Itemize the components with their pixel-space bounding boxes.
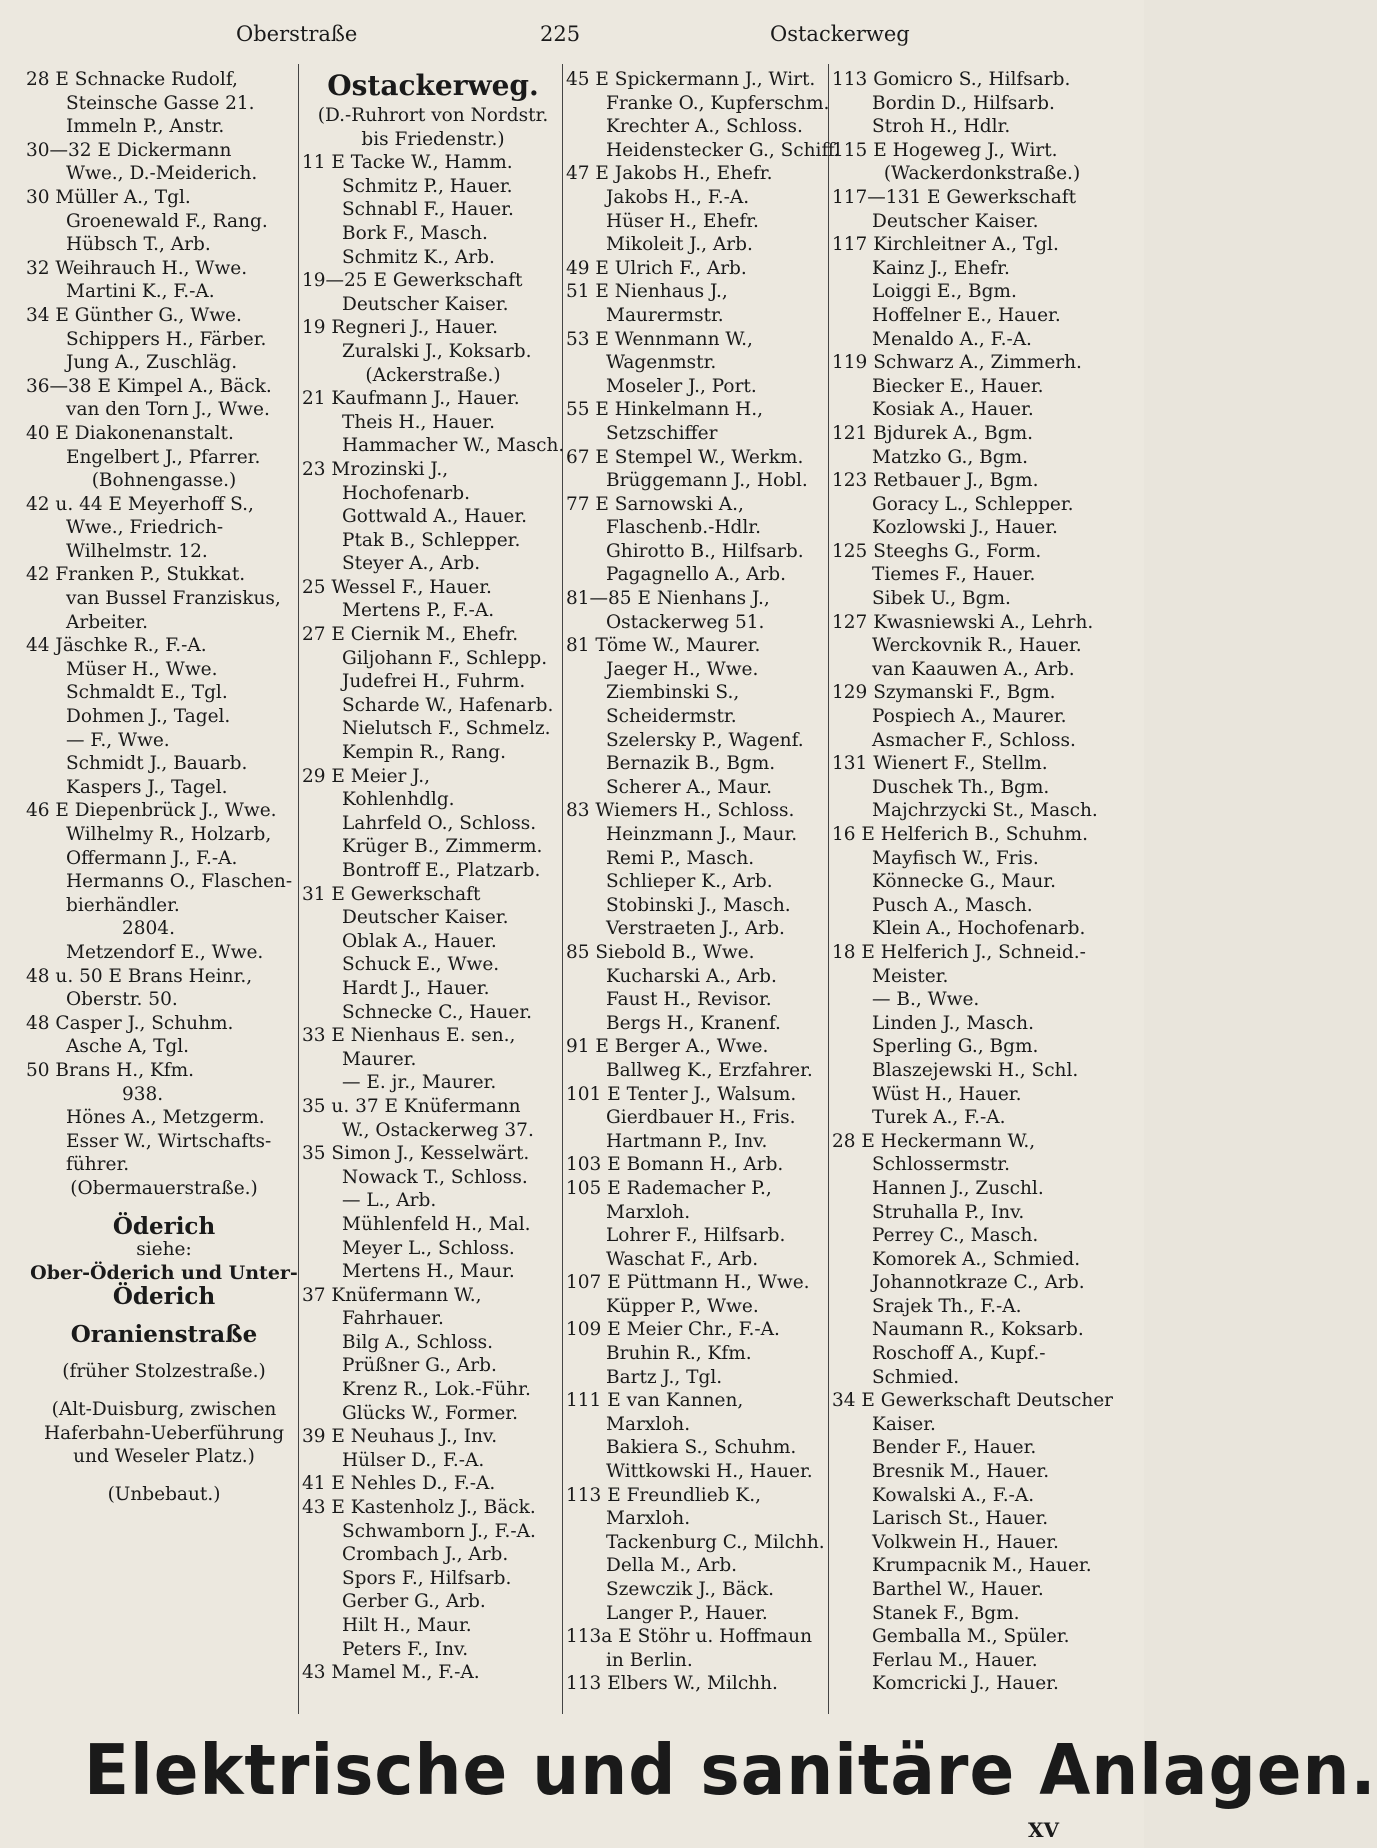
entry-line: 117 Kirchleitner A., Tgl. <box>832 234 1059 256</box>
entry-line: Schuck E., Wwe. <box>342 954 500 976</box>
street-heading: Ostackerweg. <box>327 69 539 102</box>
entry-line: Bartz J., Tgl. <box>606 1366 723 1388</box>
entry-line: Jaeger H., Wwe. <box>606 658 759 680</box>
entry-line: Deutscher Kaiser. <box>342 293 509 315</box>
entry-line: van Kaauwen A., Arb. <box>872 658 1075 680</box>
entry-line: — E. jr., Maurer. <box>342 1072 497 1094</box>
entry-line: bierhändler. <box>66 894 180 916</box>
entry-line: 47 E Jakobs H., Ehefr. <box>566 163 773 185</box>
entry-line: 115 E Hogeweg J., Wirt. <box>832 139 1058 161</box>
entry-line: 121 Bjdurek A., Bgm. <box>832 422 1034 444</box>
entry-line: 16 E Helferich B., Schuhm. <box>832 824 1088 845</box>
entry-line: 18 E Helferich J., Schneid.- <box>832 941 1086 963</box>
entry-line: 119 Schwarz A., Zimmerh. <box>832 352 1082 374</box>
entry-line: 53 E Wennmann W., <box>566 328 753 350</box>
entry-line: Ziembinski S., <box>606 682 740 704</box>
entry-line: Arbeiter. <box>66 611 148 633</box>
entry-line: W., Ostackerweg 37. <box>342 1119 534 1141</box>
entry-line: Turek A., F.-A. <box>872 1107 1006 1129</box>
advertisement-banner: Elektrische und sanitäre Anlagen. <box>84 1730 1377 1811</box>
entry-line: Hilt H., Maur. <box>342 1615 472 1636</box>
entry-line: Biecker E., Hauer. <box>872 375 1044 397</box>
entry-line: Komorek A., Schmied. <box>872 1248 1081 1270</box>
entry-line: Groenewald F., Rang. <box>66 210 268 232</box>
entry-line: 37 Knüfermann W., <box>302 1284 482 1306</box>
entry-line: Glücks W., Former. <box>342 1402 518 1424</box>
entry-line: 107 E Püttmann H., Wwe. <box>566 1272 810 1294</box>
entry-line: 113 E Freundlieb K., <box>566 1484 761 1506</box>
page-number: 225 <box>540 22 581 46</box>
entry-line: Barthel W., Hauer. <box>872 1579 1044 1600</box>
entry-line: 113 Elbers W., Milchh. <box>566 1673 778 1695</box>
entry-line: Loiggi E., Bgm. <box>872 281 1017 303</box>
entry-line: Bresnik M., Hauer. <box>872 1461 1050 1483</box>
entry-line: Immeln P., Anstr. <box>66 116 225 138</box>
entry-line: Judefrei H., Fuhrm. <box>342 671 526 693</box>
entry-line: Pusch A., Masch. <box>872 894 1033 916</box>
entry-line: Goracy L., Schlepper. <box>872 493 1074 515</box>
entry-line: Schnabl F., Hauer. <box>342 199 514 221</box>
entry-line: Spors F., Hilfsarb. <box>342 1567 512 1589</box>
entry-line: Scheidermstr. <box>606 706 737 728</box>
street-note: Ober-Öderich und Unter- <box>30 1261 298 1284</box>
entry-line: Oberstr. 50. <box>66 989 178 1011</box>
entry-line: Majchrzycki St., Masch. <box>872 800 1098 822</box>
entry-line: Bergs H., Kranenf. <box>606 1012 781 1034</box>
entry-line: Wüst H., Hauer. <box>872 1083 1022 1105</box>
entry-line: Hönes A., Metzgerm. <box>66 1107 265 1129</box>
entry-line: 48 u. 50 E Brans Heinr., <box>26 965 253 987</box>
entry-line: 42 u. 44 E Meyerhoff S., <box>26 493 254 515</box>
entry-line: 81—85 E Nienhans J., <box>566 588 770 610</box>
entry-line: Gemballa M., Spüler. <box>872 1626 1070 1648</box>
entry-line: Bender F., Hauer. <box>872 1437 1037 1459</box>
entry-line: Waschat F., Arb. <box>606 1248 759 1270</box>
entry-line: Schmitz P., Hauer. <box>342 175 513 197</box>
entry-line: Nielutsch F., Schmelz. <box>342 718 551 740</box>
entry-line: Stobinski J., Masch. <box>606 894 791 916</box>
street-note: (D.-Ruhrort von Nordstr. <box>317 105 549 126</box>
running-head-left: Oberstraße <box>236 22 358 46</box>
entry-line: Steyer A., Arb. <box>342 553 481 575</box>
entry-line: Stanek F., Bgm. <box>872 1602 1020 1624</box>
entry-line: Bilg A., Schloss. <box>342 1331 494 1353</box>
entry-line: in Berlin. <box>606 1649 693 1671</box>
entry-line: Menaldo A., F.-A. <box>872 328 1032 350</box>
entry-line: — B., Wwe. <box>872 989 980 1011</box>
street-note: (Ackerstraße.) <box>365 364 501 386</box>
entry-line: Szelersky P., Wagenf. <box>606 729 804 751</box>
entry-line: 50 Brans H., Kfm. <box>26 1059 195 1081</box>
entry-line: Martini K., F.-A. <box>66 281 215 303</box>
entry-line: 35 Simon J., Kesselwärt. <box>302 1143 530 1165</box>
entry-line: Marxloh. <box>606 1413 691 1435</box>
entry-line: 40 E Diakonenanstalt. <box>26 422 234 444</box>
street-heading: Öderich <box>112 1212 216 1240</box>
entry-line: Bernazik B., Bgm. <box>606 753 776 775</box>
entry-line: Peters F., Inv. <box>342 1638 469 1660</box>
entry-line: Hardt J., Hauer. <box>342 977 490 999</box>
entry-line: Schlieper K., Arb. <box>606 871 773 893</box>
entry-line: 34 E Günther G., Wwe. <box>26 304 242 326</box>
spacer <box>26 1384 302 1398</box>
entry-line: Schmidt J., Bauarb. <box>66 753 248 775</box>
entry-line: Komcricki J., Hauer. <box>872 1673 1059 1695</box>
entry-line: Jakobs H., F.-A. <box>606 186 750 208</box>
entry-line: Hoffelner E., Hauer. <box>872 304 1061 326</box>
entry-line: Bakiera S., Schuhm. <box>606 1437 797 1459</box>
entry-line: 34 E Gewerkschaft Deutscher <box>832 1390 1114 1412</box>
entry-line: Meyer L., Schloss. <box>342 1237 515 1259</box>
entry-line: 41 E Nehles D., F.-A. <box>302 1473 496 1495</box>
entry-line: Ballweg K., Erzfahrer. <box>606 1059 813 1081</box>
entry-line: 123 Retbauer J., Bgm. <box>832 470 1039 492</box>
entry-line: Hermanns O., Flaschen- <box>66 871 293 893</box>
street-note: (Unbebaut.) <box>107 1483 221 1505</box>
entry-line: 31 E Gewerkschaft <box>302 883 481 905</box>
street-note: (Obermauerstraße.) <box>70 1177 258 1199</box>
entry-line: Volkwein H., Hauer. <box>872 1531 1059 1553</box>
entry-line: Mühlenfeld H., Mal. <box>342 1213 531 1235</box>
entry-line: Hammacher W., Masch. <box>342 435 565 457</box>
column-3 <box>566 68 840 1696</box>
entry-line: Struhalla P., Inv. <box>872 1201 1025 1223</box>
entry-line: 67 E Stempel W., Werkm. <box>566 446 804 468</box>
entry-line: 77 E Sarnowski A., <box>566 493 744 515</box>
entry-line: Deutscher Kaiser. <box>342 907 509 929</box>
entry-line: Maurermstr. <box>606 304 724 326</box>
entry-line: Meister. <box>872 965 949 987</box>
entry-line: Setzschiffer <box>606 422 718 444</box>
entry-line: Asmacher F., Schloss. <box>872 729 1076 751</box>
entry-line: Schmitz K., Arb. <box>342 246 495 268</box>
entry-line: 91 E Berger A., Wwe. <box>566 1036 769 1058</box>
entry-line: 39 E Neuhaus J., Inv. <box>302 1426 498 1448</box>
entry-line: Kucharski A., Arb. <box>606 965 777 987</box>
entry-line: 81 Töme W., Maurer. <box>566 635 761 657</box>
entry-line: 28 E Schnacke Rudolf, <box>26 69 238 90</box>
entry-line: Matzko G., Bgm. <box>872 446 1029 468</box>
entry-line: Ferlau M., Hauer. <box>872 1649 1038 1671</box>
entry-line: Stroh H., Hdlr. <box>872 116 1011 138</box>
entry-line: Jung A., Zuschläg. <box>66 352 238 374</box>
entry-line: 11 E Tacke W., Hamm. <box>302 152 513 174</box>
entry-line: 27 E Ciernik M., Ehefr. <box>302 624 519 646</box>
spacer <box>26 1346 302 1360</box>
entry-line: Brüggemann J., Hobl. <box>606 470 808 492</box>
column-2 <box>302 68 564 1685</box>
street-note: (Alt-Duisburg, zwischen <box>51 1399 277 1421</box>
entry-line: 55 E Hinkelmann H., <box>566 399 764 421</box>
entry-line: 48 Casper J., Schuhm. <box>26 1012 234 1034</box>
entry-line: 83 Wiemers H., Schloss. <box>566 800 795 822</box>
entry-line: Mertens H., Maur. <box>342 1261 515 1283</box>
entry-line: Ptak B., Schlepper. <box>342 529 521 551</box>
phone-number: 2804. <box>122 918 175 940</box>
entry-line: Kohlenhdlg. <box>342 789 455 811</box>
entry-line: van den Torn J., Wwe. <box>66 399 270 421</box>
entry-line: Hochofenarb. <box>342 482 470 504</box>
entry-line: Schwamborn J., F.-A. <box>342 1520 536 1542</box>
street-note: siehe: <box>136 1239 192 1261</box>
entry-line: Mayfisch W., Fris. <box>872 847 1039 869</box>
entry-line: 117—131 E Gewerkschaft <box>832 186 1077 208</box>
entry-line: Könnecke G., Maur. <box>872 871 1056 893</box>
entry-line: Tackenburg C., Milchh. <box>606 1531 825 1553</box>
entry-line: Theis H., Hauer. <box>342 411 495 433</box>
entry-line: Linden J., Masch. <box>872 1012 1034 1034</box>
entry-line: Zuralski J., Koksarb. <box>342 340 532 362</box>
entry-line: 21 Kaufmann J., Hauer. <box>302 388 520 410</box>
entry-line: Hülser D., F.-A. <box>342 1449 485 1471</box>
entry-line: Hannen J., Zuschl. <box>872 1177 1044 1199</box>
entry-line: Bontroff E., Platzarb. <box>342 860 541 881</box>
entry-line: 35 u. 37 E Knüfermann <box>302 1095 521 1117</box>
entry-line: 25 Wessel F., Hauer. <box>302 576 492 598</box>
entry-line: 85 Siebold B., Wwe. <box>566 941 755 963</box>
entry-line: Esser W., Wirtschafts- <box>66 1130 272 1152</box>
entry-line: Wittkowski H., Hauer. <box>606 1461 813 1483</box>
entry-line: 105 E Rademacher P., <box>566 1177 772 1199</box>
entry-line: Klein A., Hochofenarb. <box>872 918 1086 940</box>
entry-line: Moseler J., Port. <box>606 375 757 397</box>
entry-line: Krumpacnik M., Hauer. <box>872 1555 1092 1577</box>
entry-line: Wilhelmy R., Holzarb, <box>66 824 272 845</box>
street-note: (Wackerdonkstraße.) <box>883 163 1081 185</box>
entry-line: 42 Franken P., Stukkat. <box>26 564 246 586</box>
entry-line: 44 Jäschke R., F.-A. <box>26 635 207 657</box>
entry-line: Oblak A., Hauer. <box>342 930 497 952</box>
entry-line: Blaszejewski H., Schl. <box>872 1059 1079 1081</box>
street-note: (Bohnengasse.) <box>91 470 237 492</box>
entry-line: Werckovnik R., Hauer. <box>872 635 1082 657</box>
entry-line: 43 Mamel M., F.-A. <box>302 1662 480 1684</box>
entry-line: 28 E Heckermann W., <box>832 1130 1036 1152</box>
entry-line: Sibek U., Bgm. <box>872 588 1011 610</box>
entry-line: Maurer. <box>342 1048 417 1070</box>
entry-line: Heinzmann J., Maur. <box>606 824 798 845</box>
entry-line: Verstraeten J., Arb. <box>606 918 785 940</box>
entry-line: 51 E Nienhaus J., <box>566 281 728 303</box>
street-heading: Öderich <box>112 1283 216 1311</box>
entry-line: 43 E Kastenholz J., Bäck. <box>302 1497 536 1519</box>
entry-line: 29 E Meier J., <box>302 765 431 787</box>
entry-line: Scherer A., Maur. <box>606 776 772 798</box>
column-1 <box>26 68 302 1506</box>
entry-line: Schnecke C., Hauer. <box>342 1001 533 1023</box>
entry-line: Mertens P., F.-A. <box>342 600 495 622</box>
entry-line: 113a E Stöhr u. Hoffmaun <box>566 1626 812 1648</box>
entry-line: Scharde W., Hafenarb. <box>342 694 554 716</box>
entry-line: Kosiak A., Hauer. <box>872 399 1034 421</box>
entry-line: Wwe., D.-Meiderich. <box>66 163 258 185</box>
entry-line: 46 E Diepenbrück J., Wwe. <box>26 800 277 822</box>
entry-line: Steinsche Gasse 21. <box>66 92 255 114</box>
entry-line: Kaiser. <box>872 1413 936 1435</box>
entry-line: Schippers H., Färber. <box>66 328 267 350</box>
entry-line: Metzendorf E., Wwe. <box>66 941 264 963</box>
entry-line: Sperling G., Bgm. <box>872 1036 1039 1058</box>
entry-line: Heidenstecker G., Schiff. <box>606 139 840 161</box>
entry-line: 131 Wienert F., Stellm. <box>832 753 1048 775</box>
entry-line: Della M., Arb. <box>606 1555 738 1577</box>
entry-line: 113 Gomicro S., Hilfsarb. <box>832 69 1071 90</box>
entry-line: Kowalski A., F.-A. <box>872 1484 1035 1506</box>
entry-line: Hüser H., Ehefr. <box>606 210 759 232</box>
entry-line: — F., Wwe. <box>66 729 170 751</box>
entry-line: Srajek Th., F.-A. <box>872 1295 1022 1317</box>
entry-line: Nowack T., Schloss. <box>342 1166 528 1188</box>
entry-line: Hübsch T., Arb. <box>66 234 211 256</box>
entry-line: 32 Weihrauch H., Wwe. <box>26 257 248 279</box>
entry-line: Gierdbauer H., Fris. <box>606 1107 796 1129</box>
entry-line: Prüßner G., Arb. <box>342 1355 497 1377</box>
entry-line: Marxloh. <box>606 1201 691 1223</box>
entry-line: Deutscher Kaiser. <box>872 210 1039 232</box>
entry-line: Krenz R., Lok.-Führ. <box>342 1379 531 1401</box>
entry-line: 127 Kwasniewski A., Lehrh. <box>832 611 1094 633</box>
entry-line: 19 Regneri J., Hauer. <box>302 317 498 339</box>
entry-line: Kozlowski J., Hauer. <box>872 517 1058 539</box>
entry-line: — L., Arb. <box>342 1190 437 1212</box>
entry-line: Ostackerweg 51. <box>606 611 765 633</box>
entry-line: 125 Steeghs G., Form. <box>832 540 1042 562</box>
entry-line: 101 E Tenter J., Walsum. <box>566 1083 797 1105</box>
entry-line: Hartmann P., Inv. <box>606 1130 768 1152</box>
street-note: bis Friedenstr.) <box>361 128 505 150</box>
entry-line: Tiemes F., Hauer. <box>872 564 1036 586</box>
street-note: und Weseler Platz.) <box>73 1446 255 1468</box>
entry-line: 36—38 E Kimpel A., Bäck. <box>26 375 272 397</box>
entry-line: Müser H., Wwe. <box>66 658 218 680</box>
entry-line: Flaschenb.-Hdlr. <box>606 517 761 539</box>
entry-line: Larisch St., Hauer. <box>872 1508 1049 1530</box>
entry-line: 30—32 E Dickermann <box>26 139 232 161</box>
entry-line: 111 E van Kannen, <box>566 1390 744 1412</box>
entry-line: 23 Mrozinski J., <box>302 458 449 480</box>
entry-line: Naumann R., Koksarb. <box>872 1319 1084 1341</box>
street-note: (früher Stolzestraße.) <box>62 1361 266 1383</box>
entry-line: Franke O., Kupferschm. <box>606 92 830 114</box>
column-4 <box>832 68 1132 1696</box>
entry-line: 19—25 E Gewerkschaft <box>302 270 523 292</box>
entry-line: van Bussel Franziskus, <box>66 588 281 610</box>
entry-line: Wagenmstr. <box>606 352 717 374</box>
entry-line: Wwe., Friedrich- <box>66 517 224 539</box>
spacer <box>26 1469 302 1483</box>
entry-line: 103 E Bomann H., Arb. <box>566 1154 784 1176</box>
entry-line: Bruhin R., Kfm. <box>606 1343 752 1365</box>
entry-line: Roschoff A., Kupf.- <box>872 1343 1046 1365</box>
entry-line: 49 E Ulrich F., Arb. <box>566 257 747 279</box>
entry-line: Kainz J., Ehefr. <box>872 257 1010 279</box>
entry-line: Gerber G., Arb. <box>342 1591 486 1613</box>
street-heading: Oranienstraße <box>70 1320 258 1348</box>
entry-line: Lahrfeld O., Schloss. <box>342 812 537 834</box>
entry-line: Pospiech A., Maurer. <box>872 706 1067 728</box>
street-note: Haferbahn-Ueberführung <box>43 1422 285 1444</box>
entry-line: 45 E Spickermann J., Wirt. <box>566 69 816 90</box>
entry-line: Szewczik J., Bäck. <box>606 1579 775 1600</box>
entry-line: Wilhelmstr. 12. <box>66 540 208 562</box>
entry-line: Perrey C., Masch. <box>872 1225 1039 1247</box>
entry-line: Kaspers J., Tagel. <box>66 776 228 798</box>
entry-line: Johannotkraze C., Arb. <box>872 1272 1085 1294</box>
entry-line: Mikoleit J., Arb. <box>606 234 753 256</box>
entry-line: Kempin R., Rang. <box>342 742 506 764</box>
entry-line: Küpper P., Wwe. <box>606 1295 759 1317</box>
entry-line: Duschek Th., Bgm. <box>872 776 1050 798</box>
entry-line: Asche A, Tgl. <box>66 1036 190 1058</box>
phone-number: 938. <box>122 1083 164 1105</box>
entry-line: Lohrer F., Hilfsarb. <box>606 1225 786 1247</box>
running-head-right: Ostackerweg <box>770 22 910 46</box>
entry-line: Giljohann F., Schlepp. <box>342 647 548 669</box>
entry-line: führer. <box>66 1154 130 1176</box>
entry-line: Ghirotto B., Hilfsarb. <box>606 540 804 562</box>
entry-line: Gottwald A., Hauer. <box>342 506 528 528</box>
entry-line: Bordin D., Hilfsarb. <box>872 92 1055 114</box>
entry-line: Schlossermstr. <box>872 1154 1010 1176</box>
entry-line: Fahrhauer. <box>342 1308 444 1330</box>
signature-mark: XV <box>1028 1818 1060 1842</box>
entry-line: 33 E Nienhaus E. sen., <box>302 1025 516 1047</box>
entry-line: Pagagnello A., Arb. <box>606 564 787 586</box>
entry-line: Schmied. <box>872 1366 960 1388</box>
entry-line: Remi P., Masch. <box>606 847 755 869</box>
entry-line: Offermann J., F.-A. <box>66 847 238 869</box>
entry-line: Marxloh. <box>606 1508 691 1530</box>
entry-line: 129 Szymanski F., Bgm. <box>832 682 1056 704</box>
entry-line: Langer P., Hauer. <box>606 1602 768 1624</box>
entry-line: Dohmen J., Tagel. <box>66 706 231 728</box>
entry-line: 30 Müller A., Tgl. <box>26 186 191 208</box>
entry-line: Schmaldt E., Tgl. <box>66 682 228 704</box>
entry-line: Krüger B., Zimmerm. <box>342 836 543 858</box>
column-rule <box>828 64 829 1714</box>
entry-line: Engelbert J., Pfarrer. <box>66 446 261 468</box>
entry-line: Bork F., Masch. <box>342 222 488 244</box>
entry-line: Faust H., Revisor. <box>606 989 772 1011</box>
entry-line: Crombach J., Arb. <box>342 1544 509 1566</box>
entry-line: Krechter A., Schloss. <box>606 116 803 138</box>
entry-line: 109 E Meier Chr., F.-A. <box>566 1319 780 1341</box>
